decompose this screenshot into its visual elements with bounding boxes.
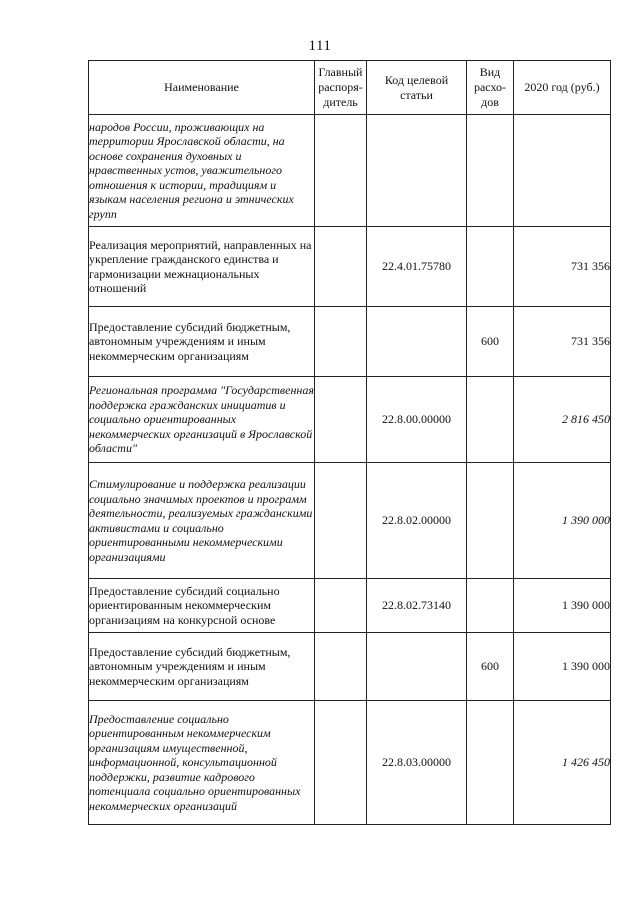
header-amount: 2020 год (руб.) <box>514 61 611 115</box>
header-name: Наименование <box>89 61 315 115</box>
row-name: Предоставление субсидий бюджетным, автономным учреждениям и иным некоммерческим организациям <box>89 307 315 377</box>
row-name: Стимулирование и поддержка реализации социально значимых проектов и программ деятельности, реализуемых гражданскими активистами и социально ориентированными некоммерческими организациями <box>89 463 315 579</box>
row-vid <box>467 227 514 307</box>
table-row <box>89 115 611 227</box>
row-code <box>367 633 467 701</box>
row-manager <box>315 701 367 825</box>
row-code: 22.8.00.00000 <box>367 377 467 463</box>
row-manager <box>315 579 367 633</box>
table-row <box>89 227 611 307</box>
row-code: 22.8.02.00000 <box>367 463 467 579</box>
row-name: Предоставление субсидий бюджетным, автономным учреждениям и иным некоммерческим организациям <box>89 633 315 701</box>
header-manager: Главный распоря-дитель <box>315 61 367 115</box>
row-vid <box>467 115 514 227</box>
row-amount: 731 356 <box>514 307 611 377</box>
row-code <box>367 307 467 377</box>
row-manager <box>315 377 367 463</box>
table-row <box>89 377 611 463</box>
row-vid <box>467 701 514 825</box>
row-amount: 2 816 450 <box>514 377 611 463</box>
row-name: народов России, проживающих на территории Ярославской области, на основе сохранения духовных и нравственных устов, уважительного отношения к истории, традициям и языкам населения региона и этнических групп <box>89 115 315 227</box>
row-code: 22.4.01.75780 <box>367 227 467 307</box>
row-name: Региональная программа "Государственная поддержка гражданских инициатив и социально ориентированных некоммерческих организаций в Ярославской области" <box>89 377 315 463</box>
table-row <box>89 307 611 377</box>
row-manager <box>315 307 367 377</box>
row-amount <box>514 115 611 227</box>
row-amount: 1 390 000 <box>514 463 611 579</box>
page-number: 111 <box>308 38 332 54</box>
table-row <box>89 579 611 633</box>
row-amount: 1 426 450 <box>514 701 611 825</box>
row-name: Реализация мероприятий, направленных на укрепление гражданского единства и гармонизации межнациональных отношений <box>89 227 315 307</box>
row-manager <box>315 115 367 227</box>
header-code: Код целевой статьи <box>367 61 467 115</box>
row-manager <box>315 463 367 579</box>
row-manager <box>315 227 367 307</box>
row-manager <box>315 633 367 701</box>
row-name: Предоставление субсидий социально ориентированным некоммерческим организациям на конкурсной основе <box>89 579 315 633</box>
row-code: 22.8.03.00000 <box>367 701 467 825</box>
row-vid <box>467 579 514 633</box>
row-amount: 1 390 000 <box>514 579 611 633</box>
row-code <box>367 115 467 227</box>
table-body <box>89 115 611 825</box>
table-row <box>89 463 611 579</box>
row-amount: 1 390 000 <box>514 633 611 701</box>
row-amount: 731 356 <box>514 227 611 307</box>
row-code: 22.8.02.73140 <box>367 579 467 633</box>
row-name: Предоставление социально ориентированным некоммерческим организациям имущественной, информационной, консультационной поддержки, развитие кадрового потенциала социально ориентированных некоммерческих организаций <box>89 701 315 825</box>
budget-table <box>88 60 611 825</box>
table-header-row <box>89 61 611 115</box>
table-row <box>89 633 611 701</box>
table-row <box>89 701 611 825</box>
row-vid: 600 <box>467 307 514 377</box>
row-vid <box>467 377 514 463</box>
row-vid <box>467 463 514 579</box>
header-vid: Вид расхо-дов <box>467 61 514 115</box>
row-vid: 600 <box>467 633 514 701</box>
